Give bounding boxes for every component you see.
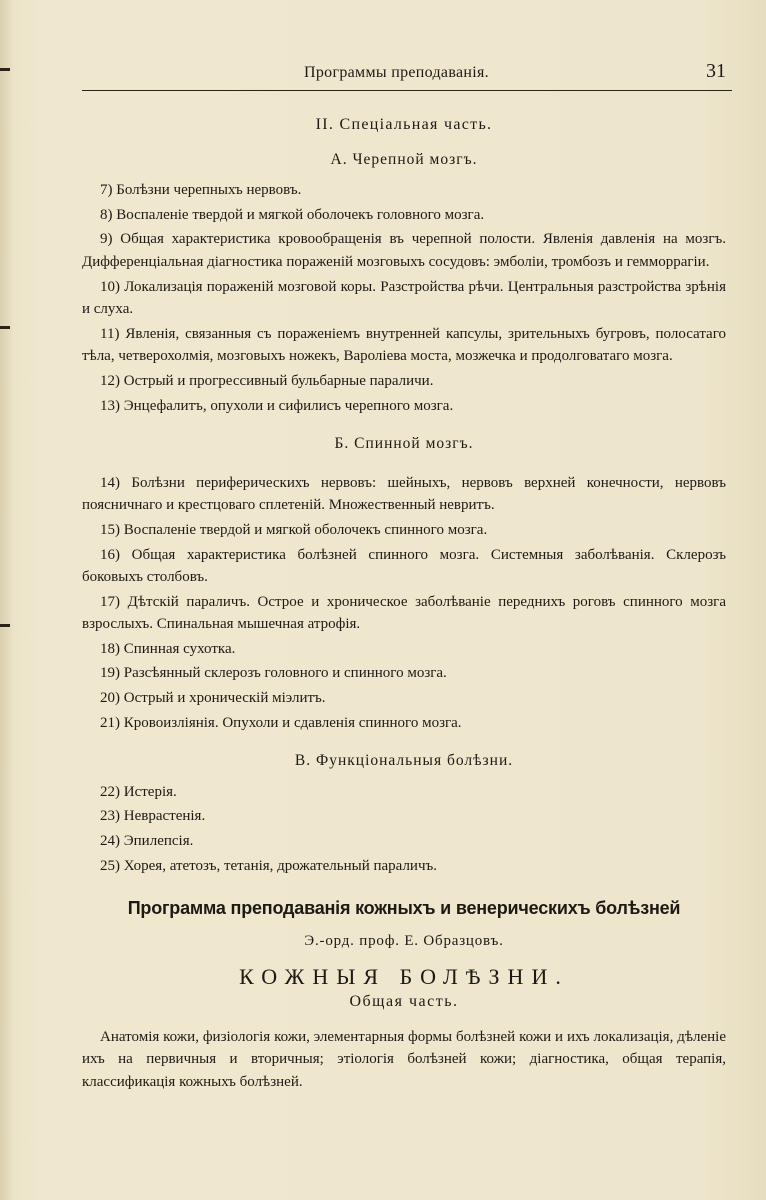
page-number: 31 bbox=[706, 60, 726, 82]
list-item: 20) Острый и хроническій міэлитъ. bbox=[100, 690, 326, 707]
list-item: 16) Общая характеристика болѣзней спинного мозга. Системныя заболѣванія. Склерозъ боковыхъ столбовъ. bbox=[82, 546, 726, 586]
list-item: 23) Неврастенія. bbox=[100, 808, 206, 825]
list-item: 19) Разсѣянный склерозъ головного и спинного мозга. bbox=[100, 665, 447, 682]
binding-mark bbox=[0, 68, 10, 71]
section-title: II. Спеціальная часть. bbox=[315, 116, 493, 133]
page-header bbox=[82, 58, 732, 91]
list-item: 8) Воспаленіе твердой и мягкой оболочекъ головного мозга. bbox=[100, 206, 485, 223]
skin-diseases-heading: КОЖНЫЯ БОЛѢЗНИ. bbox=[239, 964, 569, 990]
subsection-title-spinal: Б. Спинной мозгъ. bbox=[334, 435, 474, 453]
general-part-title: Общая часть. bbox=[349, 993, 459, 1010]
list-item: 22) Истерія. bbox=[100, 783, 177, 800]
list-item: 13) Энцефалитъ, опухоли и сифилисъ черепного мозга. bbox=[100, 397, 454, 414]
list-item: 17) Дѣтскій параличъ. Острое и хроническое заболѣваніе переднихъ роговъ спинного мозга взрослыхъ. Спинальная мышечная атрофія. bbox=[82, 593, 726, 633]
list-item: 11) Явленія, связанныя съ пораженіемъ внутренней капсулы, зрительныхъ бугровъ, полосатаго тѣла, четверохолмія, мозговыхъ ножекъ, Вароліева моста, мозжечка и продолговатаго мозга. bbox=[82, 325, 726, 365]
list-item: 21) Кровоизліянія. Опухоли и сдавленія спинного мозга. bbox=[100, 714, 462, 731]
list-item: 10) Локализація пораженій мозговой коры. Разстройства рѣчи. Центральныя разстройства зрѣнія и слуха. bbox=[82, 278, 726, 318]
binding-mark bbox=[0, 326, 10, 329]
list-item: 12) Острый и прогрессивный бульбарные параличи. bbox=[100, 372, 434, 389]
general-part-text: Анатомія кожи, физіологія кожи, элементарныя формы болѣзней кожи и ихъ локализація, дѣленіе ихъ на первичныя и вторичныя; этіологія болѣзней кожи; діагностика, общая терапія, классификація кожныхъ болѣзней. bbox=[82, 1028, 726, 1090]
list-item: 14) Болѣзни периферическихъ нервовъ: шейныхъ, нервовъ верхней конечности, нервовъ поясничнаго и крестцоваго сплетеній. Множественный невритъ. bbox=[82, 474, 726, 514]
list-item: 24) Эпилепсія. bbox=[100, 833, 194, 850]
list-item: 25) Хорея, атетозъ, тетанія, дрожательный параличъ. bbox=[100, 857, 438, 874]
list-item: 18) Спинная сухотка. bbox=[100, 640, 236, 657]
page-content bbox=[82, 106, 726, 1095]
course-title: Программа преподаванія кожныхъ и венерическихъ болѣзней bbox=[127, 898, 681, 919]
subsection-title-brain: А. Черепной мозгъ. bbox=[330, 150, 478, 168]
binding-mark bbox=[0, 624, 10, 627]
list-item: 7) Болѣзни черепныхъ нервовъ. bbox=[100, 182, 302, 199]
list-item: 9) Общая характеристика кровообращенія въ черепной полости. Явленія давленія на мозгъ. Дифференціальная діагностика пораженій мозговыхъ сосудовъ: эмболіи, тромбозъ и геммоppaгiи. bbox=[82, 231, 726, 270]
course-author: Э.-орд. проф. Е. Образцовъ. bbox=[304, 932, 504, 949]
subsection-title-functional: В. Функціональныя болѣзни. bbox=[294, 752, 514, 770]
list-item: 15) Воспаленіе твердой и мягкой оболочекъ спинного мозга. bbox=[100, 521, 488, 538]
running-title: Программы преподаванія. bbox=[304, 64, 489, 81]
